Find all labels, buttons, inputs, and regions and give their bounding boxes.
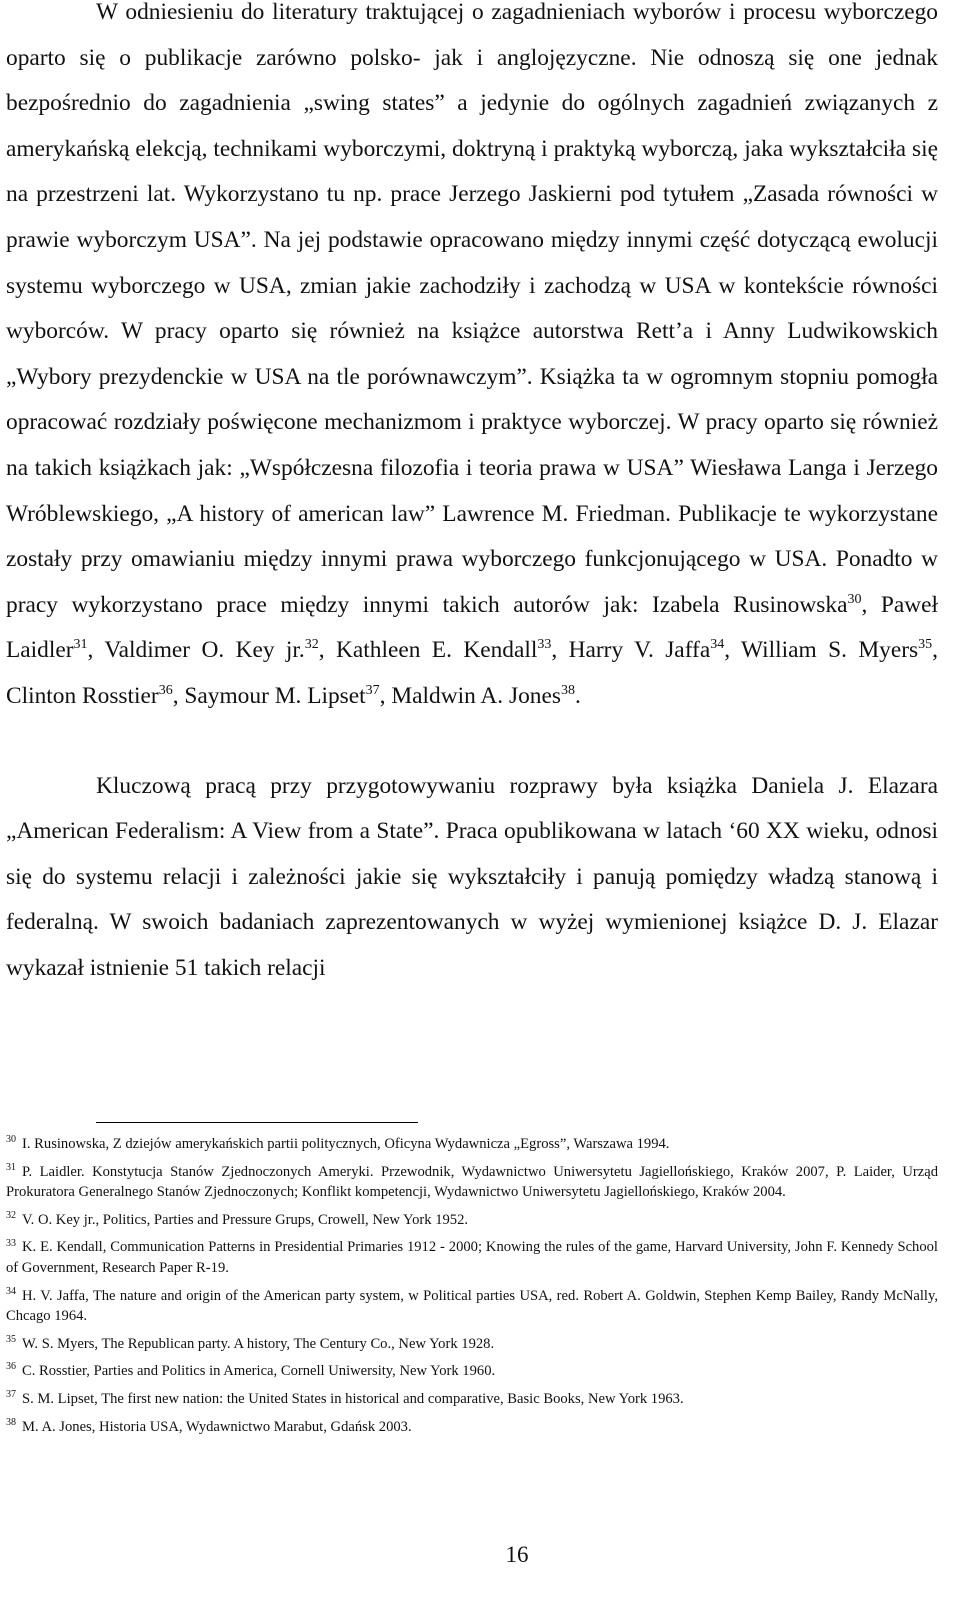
footnote-38 [6, 1417, 938, 1438]
footnote-text: M. A. Jones, Historia USA, Wydawnictwo Marabut, Gdańsk 2003. [22, 1418, 412, 1435]
paragraph-text: W odniesieniu do literatury traktującej o zagadnieniach wyborów i procesu wyborczego oparto się o publikacje zarówno polsko- jak i anglojęzyczne. Nie odnoszą się one jednak bezpośrednio do zagadnienia „swing states” a jedynie do ogólnych zagadnień związanych z amerykańską elekcją, technikami wyborczymi, doktryną i praktyką wyborczą, jaka wykształciła się na przestrzeni lat. Wykorzystano tu np. prace Jerzego Jaskierni pod tytułem „Zasada równości w prawie wyborczym USA”. Na jej podstawie opracowano między innymi część dotyczącą ewolucji systemu wyborczego w USA, zmian jakie zachodziły i zachodzą w USA w kontekście równości wyborców. W pracy oparto się również na książce autorstwa Rett’a i Anny Ludwikowskich „Wybory prezydenckie w USA na tle porównawczym”. Książka ta w ogromnym stopniu pomogła opracować rozdziały poświęcone mechanizmom i praktyce wyborczej. W pracy oparto się również na takich książkach jak: „Współczesna filozofia i teoria prawa w USA” Wiesława Langa i Jerzego Wróblewskiego, „A history of american law” Lawrence M. Friedman. Publikacje te wykorzystane zostały przy omawianiu między innymi prawa wyborczego funkcjonującego w USA. Ponadto w pracy wykorzystano prace między innymi takich autorów jak: Izabela Rusinowska [6, 0, 938, 618]
footnote-ref-32[interactable]: 32 [304, 637, 319, 653]
footnote-text: K. E. Kendall, Communication Patterns in Presidential Primaries 1912 - 2000; Knowing the rules of the game, Harvard University, John F. Kennedy School of Government, Research Paper R-19. [6, 1239, 938, 1276]
footnote-37 [6, 1389, 938, 1410]
footnote-36 [6, 1361, 938, 1382]
footnote-ref-35[interactable]: 35 [918, 637, 933, 653]
footnote-ref-38[interactable]: 38 [560, 683, 575, 699]
footnotes-section [6, 1134, 938, 1444]
footnote-number: 31 [6, 1161, 16, 1173]
paragraph-text: , Kathleen E. Kendall [318, 637, 538, 664]
footnote-number: 32 [6, 1209, 16, 1221]
footnote-text: V. O. Key jr., Politics, Parties and Pressure Grups, Crowell, New York 1952. [22, 1211, 469, 1228]
footnote-text: C. Rosstier, Parties and Politics in America, Cornell Uniwersity, New York 1960. [22, 1363, 496, 1380]
paragraph-text: , Clinton Rosstier [6, 637, 938, 709]
footnote-35 [6, 1334, 938, 1355]
body-paragraph-elazar: Kluczową pracą przy przygotowywaniu rozprawy była książka Daniela J. Elazara „American Federalism: A View from a State”. Praca opublikowana w latach ‘60 XX wieku, odnosi się do systemu relacji i zależności jakie się wykształciły i panują pomiędzy władzą stanową i federalną. W swoich badaniach zaprezentowanych w wyżej wymienionej książce D. J. Elazar wykazał istnienie 51 takich relacji [6, 772, 938, 981]
footnote-ref-34[interactable]: 34 [710, 637, 725, 653]
body-paragraph-sources [6, 0, 938, 720]
paragraph-text: , Maldwin A. Jones [379, 682, 561, 709]
footnote-text: S. M. Lipset, The first new nation: the United States in historical and comparative, Basic Books, New York 1963. [22, 1390, 684, 1407]
footnote-separator [96, 1122, 418, 1123]
footnote-text: I. Rusinowska, Z dziejów amerykańskich partii politycznych, Oficyna Wydawnicza „Egross”, Warszawa 1994. [22, 1136, 670, 1152]
footnote-number: 38 [6, 1416, 16, 1428]
footnote-ref-36[interactable]: 36 [158, 683, 173, 699]
paragraph-text: , Harry V. Jaffa [551, 637, 711, 664]
footnote-32 [6, 1210, 938, 1231]
paragraph-text: , Valdimer O. Key jr. [87, 637, 305, 664]
footnote-ref-31[interactable]: 31 [73, 637, 88, 653]
footnote-number: 33 [6, 1237, 16, 1249]
footnote-ref-33[interactable]: 33 [537, 637, 552, 653]
footnote-ref-37[interactable]: 37 [365, 683, 380, 699]
footnote-30 [6, 1134, 938, 1155]
footnote-number: 37 [6, 1389, 16, 1401]
footnote-text: W. S. Myers, The Republican party. A history, The Century Co., New York 1928. [22, 1335, 495, 1352]
document-page [6, 0, 938, 1435]
paragraph-text: . [574, 682, 581, 709]
paragraph-text: , Saymour M. Lipset [172, 682, 366, 709]
footnote-31 [6, 1162, 938, 1203]
footnote-text: P. Laidler. Konstytucja Stanów Zjednoczonych Ameryki. Przewodnik, Wydawnictwo Uniwersytetu Jagiellońskiego, Kraków 2007, P. Laider, Urząd Prokuratora Generalnego Stanów Zjednoczonych; Konflikt kompetencji, Wydawnictwo Uniwersytetu Jagiellońskiego, Kraków 2004. [6, 1163, 938, 1201]
footnote-33 [6, 1237, 938, 1278]
footnote-number: 36 [6, 1361, 16, 1373]
footnote-ref-30[interactable]: 30 [847, 591, 862, 607]
footnote-34 [6, 1286, 938, 1327]
paragraph-text: , William S. Myers [724, 637, 919, 664]
paragraph-text: , Paweł Laidler [6, 591, 938, 664]
footnote-number: 30 [6, 1134, 16, 1146]
footnote-text: H. V. Jaffa, The nature and origin of the American party system, w Political parties USA, red. Robert A. Goldwin, Stephen Kemp Bailey, Randy McNally, Chcago 1964. [6, 1287, 938, 1325]
page-number: 16 [505, 1542, 529, 1567]
footnote-number: 35 [6, 1333, 16, 1345]
footnote-number: 34 [6, 1285, 16, 1297]
